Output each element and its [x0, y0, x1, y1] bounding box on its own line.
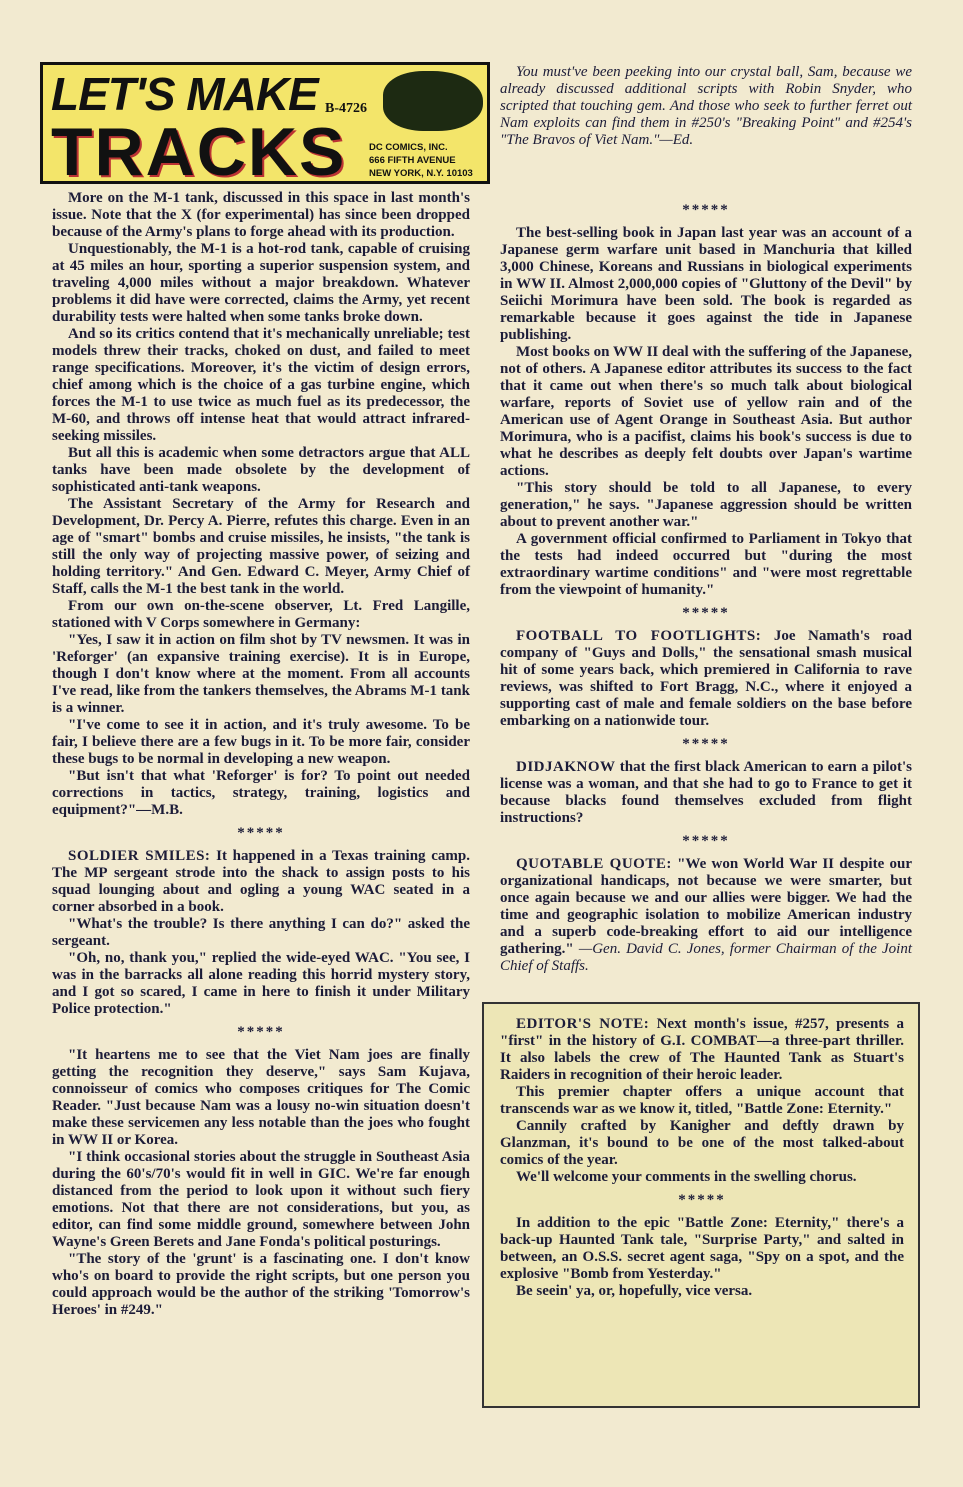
section-separator: *****: [682, 202, 730, 218]
paragraph: [52, 598, 470, 632]
editor-reply: [500, 64, 912, 149]
editor-reply-text: You must've been peeking into our crystal ball, Sam, because we already discussed additional scripts with Robin Snyder, who scripted that touching gem. And those who seek to further ferret out Nam exploits can find them in #250's "Breaking Point" and #254's "The Bravos of Viet Nam."—Ed.: [500, 64, 912, 148]
paragraph: [500, 1283, 904, 1300]
logo-title-line1: LET'S MAKE: [51, 68, 318, 120]
section-separator: *****: [237, 825, 285, 841]
section-lead: QUOTABLE QUOTE:: [516, 856, 672, 872]
paragraph-text: In addition to the epic "Battle Zone: Eternity," there's a back-up Haunted Tank tale, "Surprise Party," and salted in between, an O.S.S. secret agent saga, "Spy on a spot, and the explosive "Bomb from Yesterday.": [500, 1215, 904, 1282]
paragraph-text: Be seein' ya, or, hopefully, vice versa.: [516, 1283, 753, 1299]
paragraph-text: Next month's issue, #257, presents a "first" in the history of G.I. COMBAT—a three-part thriller. It also labels the crew of The Haunted Tank as Stuart's Raiders in recognition of their heroic leader.: [500, 1016, 904, 1083]
paragraph: [500, 1118, 904, 1169]
paragraph: [52, 1251, 470, 1319]
paragraph-text: "The story of the 'grunt' is a fascinating one. I don't know who's on board to provide the right scripts, but one person you could approach would be the author of the striking 'Tomorrow's Heroes' in #249.": [52, 1251, 470, 1318]
paragraph-text: that the first black American to earn a pilot's license was a woman, and that she had to go to France to get it because blacks found themselves excluded from flight instructions?: [500, 759, 912, 826]
paragraph: [500, 628, 912, 730]
section-lead: DIDJAKNOW: [516, 759, 616, 775]
paragraph-text: Cannily crafted by Kanigher and deftly drawn by Glanzman, it's bound to be one of the most talked-about comics of the year.: [500, 1118, 904, 1168]
paragraph-text: "What's the trouble? Is there anything I can do?" asked the sergeant.: [52, 916, 470, 949]
paragraph-text: A government official confirmed to Parliament in Tokyo that the tests had indeed occurred but "during the most extraordinary wartime conditions" and "were most regrettable from the viewpoint of humanity.": [500, 531, 912, 598]
paragraph: [52, 326, 470, 445]
paragraph-text: Most books on WW II deal with the suffering of the Japanese, not of others. A Japanese editor attributes its success to the fact that it came out when there's so much talk about biological warfare, reports of Soviet use of yellow rain and of the American use of Agent Orange in Southeast Asia. But author Morimura, who is a pacifist, claims his book's success is due to what he describes as deeply felt doubts over Japan's wartime actions.: [500, 344, 912, 479]
paragraph-text: This premier chapter offers a unique account that transcends war as we know it, titled, "Battle Zone: Eternity.": [500, 1084, 904, 1117]
section-separator: *****: [678, 1192, 726, 1208]
paragraph: [52, 632, 470, 717]
paragraph: [52, 916, 470, 950]
paragraph: [500, 531, 912, 599]
paragraph: [52, 1149, 470, 1251]
paragraph: [52, 241, 470, 326]
paragraph-text: The best-selling book in Japan last year was an account of a Japanese germ warfare unit based in Manchuria that killed 3,000 Chinese, Koreans and Russians in biological experiments in WW II. Almost 2,000,000 copies of "Gluttony of the Devil" by Seiichi Morimura have been sold. The book is regarded as remarkable because it goes against the tide in Japanese publishing.: [500, 225, 912, 343]
quote-attribution: —Gen. David C. Jones, former Chairman of the Joint Chief of Staffs.: [500, 941, 912, 974]
paragraph: [52, 1047, 470, 1149]
paragraph: [500, 1215, 904, 1283]
address-line: DC COMICS, INC.: [369, 142, 448, 153]
paragraph-text: We'll welcome your comments in the swelling chorus.: [516, 1169, 857, 1185]
paragraph: [500, 480, 912, 531]
paragraph-text: "This story should be told to all Japanese, to every generation," he says. "Japanese aggression should be written about to prevent another war.": [500, 480, 912, 530]
tank-illustration-icon: [383, 71, 483, 131]
section-separator: *****: [682, 605, 730, 621]
paragraph-text: "I think occasional stories about the struggle in Southeast Asia during the 60's/70's would fit in well in GIC. We're far enough distanced from the period to look upon it without such fiery emotions. Not that there are not considerations, but you, as editor, can find some middle ground, somewhere between John Wayne's Green Berets and Jane Fonda's political posturings.: [52, 1149, 470, 1250]
right-column: [500, 196, 912, 975]
paragraph: [52, 190, 470, 241]
paragraph: [52, 717, 470, 768]
paragraph-text: The Assistant Secretary of the Army for Research and Development, Dr. Percy A. Pierre, refutes this charge. Even in an age of "smart" bombs and cruise missiles, he insists, "the tank is still the only way of projecting massive power, of seizing and holding territory." And Gen. Edward C. Meyer, Army Chief of Staff, calls the M-1 the best tank in the world.: [52, 496, 470, 597]
paragraph-text: Joe Namath's road company of "Guys and Dolls," the sensational smash musical hit of some years back, which premiered in California to rave reviews, was shifted to Fort Bragg, N.C., where it enjoyed a supporting cast of male and female soldiers on the base before embarking on a nationwide tour.: [500, 628, 913, 729]
paragraph-text: "But isn't that what 'Reforger' is for? To point out needed corrections in tactics, strategy, training, logistics and equipment?"—M.B.: [52, 768, 470, 818]
paragraph-text: "We won World War II despite our organizational handicaps, not because we were smarter, but once again because we and our allies were bigger. We had the time and geographic isolation to mobilize American industry and a superb code-breaking effort to aid our intelligence gathering.": [500, 856, 912, 957]
section-lead: EDITOR'S NOTE:: [516, 1016, 650, 1032]
section-separator: *****: [237, 1024, 285, 1040]
paragraph: [52, 496, 470, 598]
logo-code: B-4726: [325, 101, 367, 116]
section-lead: SOLDIER SMILES:: [68, 848, 211, 864]
paragraph-text: "It heartens me to see that the Viet Nam joes are finally getting the recognition they deserve," says Sam Kujava, connoisseur of comics who composes critiques for The Comic Reader. "Just because Nam was a lousy no-win situation doesn't make these servicemen any less notable than the joes who fought in WW II or Korea.: [52, 1047, 470, 1148]
section-separator: *****: [682, 833, 730, 849]
paragraph-text: "Yes, I saw it in action on film shot by TV newsmen. It was in 'Reforger' (an expansive training exercise). It is in Europe, though I don't know where at the moment. From all accounts I've read, like from the tankers themselves, the Abrams M-1 tank is a winner.: [52, 632, 470, 716]
paragraph: [52, 950, 470, 1018]
address-line: NEW YORK, N.Y. 10103: [369, 168, 473, 179]
paragraph-text: More on the M-1 tank, discussed in this space in last month's issue. Note that the X (for experimental) has since been dropped because of the Army's plans to forge ahead with its production.: [52, 190, 470, 240]
paragraph: [500, 1084, 904, 1118]
editors-note-box: [482, 1002, 920, 1408]
paragraph: [500, 225, 912, 344]
paragraph-text: From our own on-the-scene observer, Lt. Fred Langille, stationed with V Corps somewhere in Germany:: [52, 598, 470, 631]
paragraph: [500, 344, 912, 480]
paragraph-text: And so its critics contend that it's mechanically unreliable; test models threw their tracks, choked on dust, and failed to meet range specifications. Moreover, it's the victim of design errors, chief among which is the choice of a gas turbine engine, which forces the M-1 to use twice as much fuel as its predecessor, the M-60, and throws off intense heat that would attract infrared-seeking missiles.: [52, 326, 470, 444]
section-lead: FOOTBALL TO FOOTLIGHTS:: [516, 628, 762, 644]
section-separator: *****: [682, 736, 730, 752]
paragraph: [500, 856, 912, 975]
paragraph: [500, 1169, 904, 1186]
address-line: 666 FIFTH AVENUE: [369, 155, 456, 166]
mailing-address: [369, 141, 473, 180]
paragraph: [52, 768, 470, 819]
paragraph: [500, 759, 912, 827]
logo-title-line2: TRACKS: [51, 114, 347, 190]
editors-note-text: [500, 1016, 904, 1300]
paragraph-text: Unquestionably, the M-1 is a hot-rod tank, capable of cruising at 45 miles an hour, sporting a superior suspension system, and traveling 4,000 miles without a major breakdown. Whatever problems it did have were corrected, claims the Army, yet recent durability tests were halted when some tanks broke down.: [52, 241, 470, 325]
paragraph: [52, 848, 470, 916]
left-column: [52, 190, 470, 1319]
lets-make-tracks-logo: [40, 62, 490, 190]
paragraph-text: But all this is academic when some detractors argue that ALL tanks have been made obsolete by the development of sophisticated anti-tank weapons.: [52, 445, 470, 495]
paragraph-text: "Oh, no, thank you," replied the wide-eyed WAC. "You see, I was in the barracks all alone reading this horrid mystery story, and I got so scared, I came in here to finish it under Military Police protection.": [52, 950, 470, 1017]
paragraph-text: It happened in a Texas training camp. The MP sergeant strode into the shack to assign posts to his squad lounging about and ogling a young WAC seated in a corner absorbed in a book.: [52, 848, 471, 915]
paragraph: [500, 1016, 904, 1084]
paragraph: [52, 445, 470, 496]
paragraph-text: "I've come to see it in action, and it's truly awesome. To be fair, I believe there are a few bugs in it. To be more fair, consider these bugs to be normal in developing a new weapon.: [52, 717, 470, 767]
